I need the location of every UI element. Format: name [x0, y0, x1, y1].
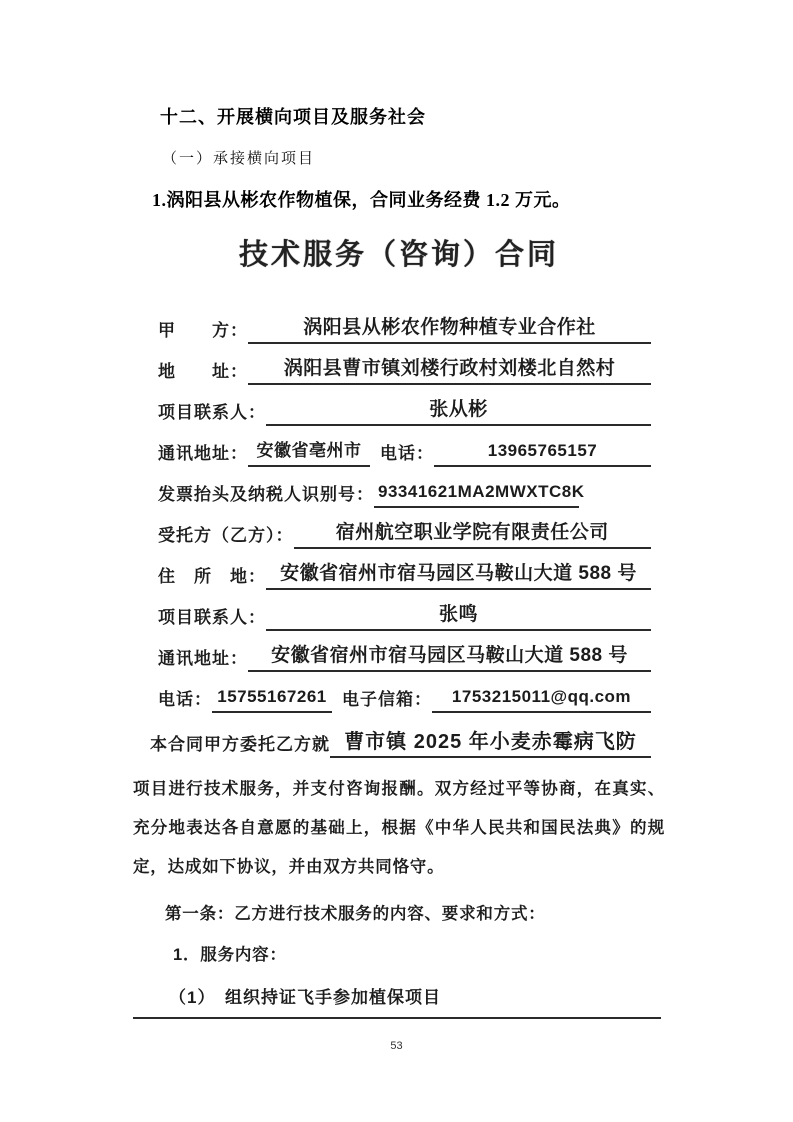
party-a-address-row: [158, 356, 651, 385]
party-b-phone-email-row: [158, 684, 651, 713]
party-b-contact-label: 项目联系人：: [158, 608, 266, 627]
entrust-lead: 本合同甲方委托乙方就: [150, 735, 330, 754]
section-heading: 十二、开展横向项目及服务社会: [160, 107, 426, 127]
scanned-contract: [133, 232, 665, 1019]
party-b-contact-row: [158, 602, 651, 631]
article-1-line: 第一条：乙方进行技术服务的内容、要求和方式：: [165, 905, 546, 923]
party-b-address-row: [158, 561, 651, 590]
party-a-mailing-row: [158, 438, 651, 467]
party-b-address-value: 安徽省宿州市宿马园区马鞍山大道 588 号: [266, 561, 651, 590]
tax-id-value: 93341621MA2MWXTC8K: [374, 479, 579, 508]
party-b-contact-value: 张鸣: [266, 602, 651, 631]
party-b-mailing-label: 通讯地址：: [158, 649, 248, 668]
party-a-label: 甲 方：: [158, 321, 248, 340]
party-b-value: 宿州航空职业学院有限责任公司: [294, 520, 652, 549]
entrust-paragraph: 项目进行技术服务，并支付咨询报酬。双方经过平等协商，在真实、充分地表达各自意愿的基础上，根据《中华人民共和国民法典》的规定，达成如下协议，并由双方共同恪守。: [133, 780, 665, 876]
party-a-phone-label: 电话：: [380, 444, 434, 463]
tax-id-label: 发票抬头及纳税人识别号：: [158, 485, 374, 504]
contract-title: 技术服务（咨询）合同: [238, 239, 559, 271]
party-a-address-label: 地 址：: [158, 362, 248, 381]
tax-id-row: [158, 479, 651, 508]
party-a-address-value: 涡阳县曹市镇刘楼行政村刘楼北自然村: [248, 356, 651, 385]
party-a-contact-value: 张从彬: [266, 397, 651, 426]
party-b-email-label: 电子信箱：: [342, 690, 432, 709]
party-b-phone-value: 15755167261: [212, 684, 332, 713]
entrust-project-value: 曹市镇 2025 年小麦赤霉病飞防: [330, 729, 651, 758]
party-b-label: 受托方（乙方）：: [158, 526, 294, 545]
party-a-row: [158, 315, 651, 344]
party-a-contact-row: [158, 397, 651, 426]
party-b-mailing-row: [158, 643, 651, 672]
party-a-value: 涡阳县从彬农作物种植专业合作社: [248, 315, 651, 344]
party-a-contact-label: 项目联系人：: [158, 403, 266, 422]
party-a-mailing-label: 通讯地址：: [158, 444, 248, 463]
service-item-1: （1） 组织持证飞手参加植保项目: [133, 979, 661, 1019]
service-content-heading: 1．服务内容：: [173, 946, 287, 964]
party-a-mailing-value: 安徽省亳州市: [248, 438, 370, 467]
entrust-row: [150, 729, 651, 758]
party-b-phone-label: 电话：: [158, 690, 212, 709]
party-b-address-label: 住 所 地：: [158, 567, 266, 586]
party-b-row: [158, 520, 651, 549]
party-b-email-value: 1753215011@qq.com: [432, 684, 651, 713]
party-a-phone-value: 13965765157: [434, 438, 651, 467]
party-b-mailing-value: 安徽省宿州市宿马园区马鞍山大道 588 号: [248, 643, 651, 672]
subsection-heading: （一）承接横向项目: [162, 151, 316, 167]
page-number: 53: [390, 1040, 403, 1052]
project-item-line: 1.涡阳县从彬农作物植保，合同业务经费 1.2 万元。: [152, 190, 571, 210]
